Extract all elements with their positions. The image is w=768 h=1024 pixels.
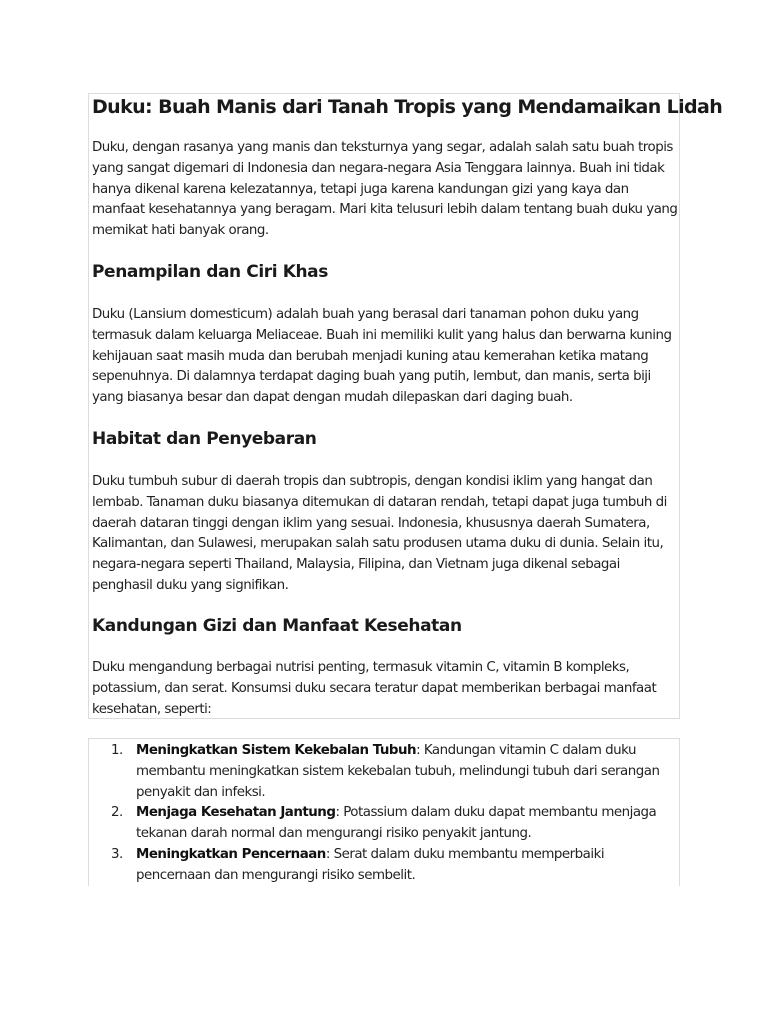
section-heading-nutrition: Kandungan Gizi dan Manfaat Kesehatan [92,616,462,636]
list-item-number: 3. [111,847,123,862]
list-item-title: Meningkatkan Sistem Kekebalan Tubuh [136,743,417,758]
article-title: Duku: Buah Manis dari Tanah Tropis yang Mendamaikan Lidah [92,96,723,118]
list-item [111,803,681,845]
list-item [111,741,681,803]
section-body-nutrition: Duku mengandung berbagai nutrisi penting, termasuk vitamin C, vitamin B kompleks, potassium, dan serat. Konsumsi duku secara teratur dapat memberikan berbagai manfaat kesehatan, seperti: [92,660,657,717]
list-item-number: 1. [111,743,123,758]
list-item-number: 2. [111,805,123,820]
section-heading-habitat: Habitat dan Penyebaran [92,429,317,449]
article-content-box [88,93,723,719]
list-item-text: : Serat dalam duku membantu memperbaiki pencernaan dan mengurangi risiko sembelit. [136,847,605,883]
list-item-title: Meningkatkan Pencernaan [136,847,326,862]
benefits-list-box [88,738,680,886]
intro-paragraph: Duku, dengan rasanya yang manis dan teksturnya yang segar, adalah salah satu buah tropis yang sangat digemari di Indonesia dan negara-negara Asia Tenggara lainnya. Buah ini tidak hanya dikenal karena kelezatannya, tetapi juga karena kandungan gizi yang kaya dan manfaat kesehatannya yang beragam. Mari kita telusuri lebih dalam tentang buah duku yang memikat hati banyak orang. [92,140,678,239]
section-body-appearance: Duku (Lansium domesticum) adalah buah yang berasal dari tanaman pohon duku yang termasuk dalam keluarga Meliaceae. Buah ini memiliki kulit yang halus dan berwarna kuning kehijauan saat masih muda dan berubah menjadi kuning atau kemerahan ketika matang sepenuhnya. Di dalamnya terdapat daging buah yang putih, lembut, dan manis, serta biji yang biasanya besar dan dapat dengan mudah dilepaskan dari daging buah. [92,307,672,406]
list-item [111,845,681,887]
section-heading-appearance: Penampilan dan Ciri Khas [92,262,328,282]
list-item-text: : Kandungan vitamin C dalam duku membantu meningkatkan sistem kekebalan tubuh, melindungi tubuh dari serangan penyakit dan infeksi. [136,743,660,800]
list-item-title: Menjaga Kesehatan Jantung [136,805,336,820]
section-body-habitat: Duku tumbuh subur di daerah tropis dan subtropis, dengan kondisi iklim yang hangat dan lembab. Tanaman duku biasanya ditemukan di dataran rendah, tetapi dapat juga tumbuh di daerah dataran tinggi dengan iklim yang sesuai. Indonesia, khususnya daerah Sumatera, Kalimantan, dan Sulawesi, merupakan salah satu produsen utama duku di dunia. Selain itu, negara-negara seperti Thailand, Malaysia, Filipina, dan Vietnam juga dikenal sebagai penghasil duku yang signifikan. [92,474,667,593]
list-item-text: : Potassium dalam duku dapat membantu menjaga tekanan darah normal dan mengurangi risiko penyakit jantung. [136,805,657,841]
